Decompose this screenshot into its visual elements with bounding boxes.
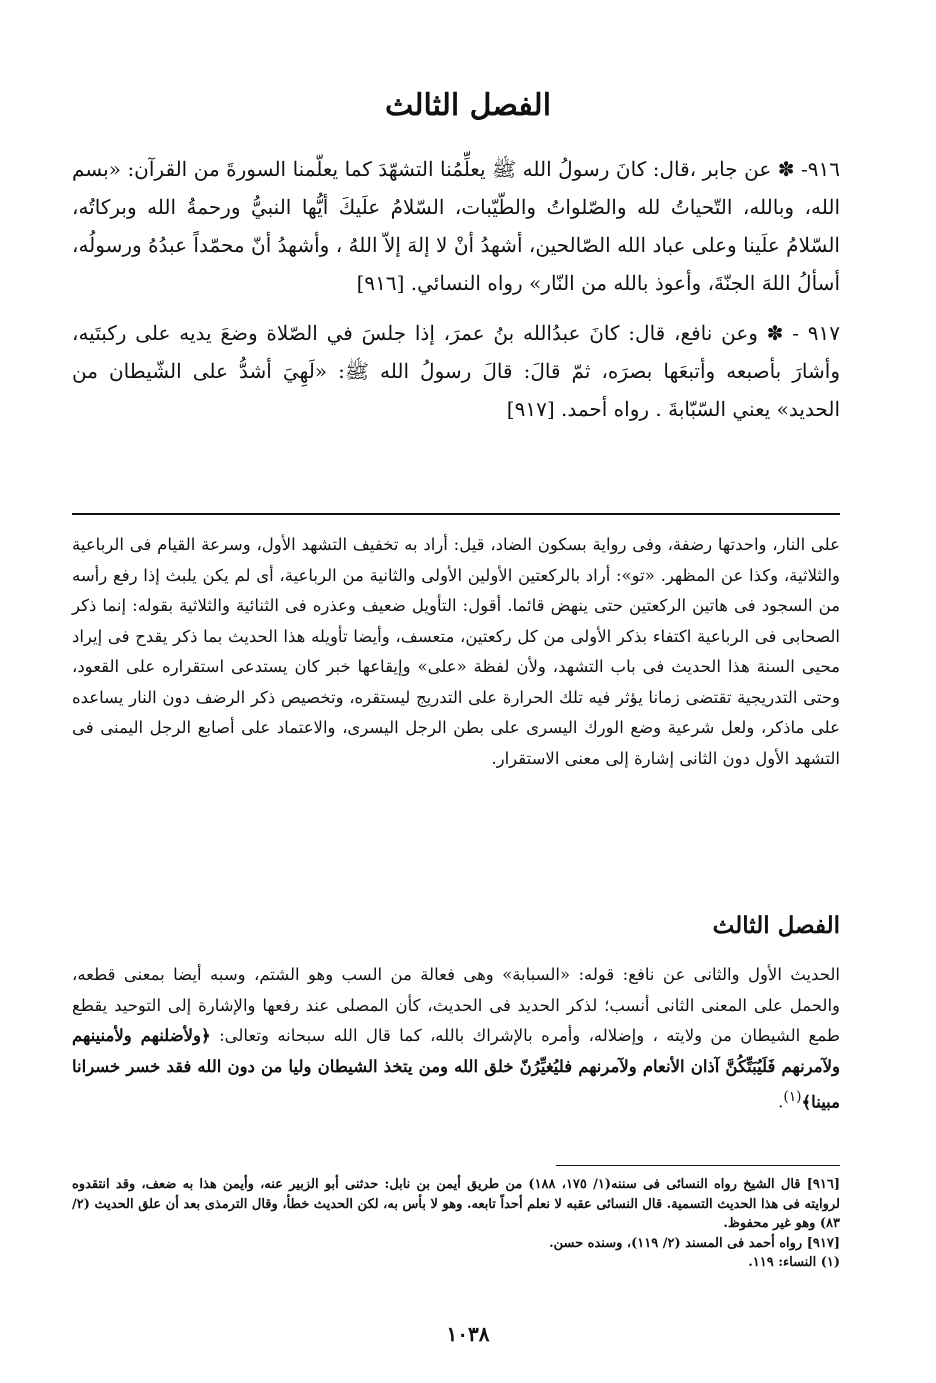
commentary-paragraph-2: الحديث الأول والثانى عن نافع: قوله: «السبابة» وهى فعالة من السب وهو الشتم، وسبه أيضا بمعنى قطعه، والحمل على المعنى الثانى أنسب؛ لذكر الحديد فى الحديث، كأن المصلى عند رفعها والإشارة إلى التوحيد يقطع طمع الشيطان من ولايته ، وإضلاله، وأمره بالإشراك بالله، كما قال الله سبحانه وتعالى: ﴿ولأضلنهم ولأمنينهم ولآمرنهم فَلَيُبَتِّكُنَّ آذان الأنعام ولآمرنهم فليُغيِّرُنّ خلق الله ومن يتخذ الشيطان وليا من دون الله فقد خسر خسرانا مبينا﴾$^{(١)}$. bbox=[72, 965, 841, 1112]
section-divider bbox=[72, 513, 840, 515]
page-number: ١٠٣٨ bbox=[446, 1322, 490, 1346]
footnote-1: (١) النساء: ١١٩. bbox=[748, 1255, 840, 1270]
commentary-block-1 bbox=[72, 530, 840, 774]
section-heading: الفصل الثالث bbox=[712, 912, 840, 939]
commentary-text: الحديث الأول والثانى عن نافع: قوله: «السبابة» وهى فعالة من السب وهو الشتم، وسبه أيضا بمعنى قطعه، والحمل على المعنى الثانى أنسب؛ لذكر الحديد فى الحديث، كأن المصلى عند رفعها والإشارة إلى التوحيد يقطع طمع الشيطان من ولايته ، وإضلاله، وأمره بالإشراك بالله، كما قال الله سبحانه وتعالى: bbox=[72, 965, 841, 1045]
footnote-divider bbox=[556, 1165, 840, 1166]
footnotes bbox=[72, 1175, 840, 1273]
commentary-paragraph: على النار، واحدتها رضفة، وفى رواية بسكون الضاد، قيل: أراد به تخفيف التشهد الأول، وسرعة القيام فى الرباعية والثلاثية، وكذا عن المظهر. «تو»: أراد بالركعتين الأولين الأولى والثانية من الرباعية، أى لم يكن يلبث إذا رفع رأسه من السجود فى هاتين الركعتين حتى ينهض قائما. أقول: التأويل ضعيف وعذره فى الثنائية والثلاثية بقوله: إنما ذكر الصحابى فى الرباعية اكتفاء بذكر الأولى من كل ركعتين، متعسف، وأيضا تأويله هذا الحديث بما ذكر يقدح فى إيراد محيى السنة هذا الحديث فى باب التشهد، ولأن لفظة «على» وإيقاعها خبر كان يستدعى استقراره على القعود، وحتى التدريجية تقتضى زمانا يؤثر فيه تلك الحرارة على التدريج ليستقره، وتخصيص ذكر الرضف دون النار يساعده على ماذكر، ولعل شرعية وضع الورك اليسرى على بطن الرجل اليسرى، والاعتماد على أصابع الرجل اليمنى فى التشهد الأول دون الثانى إشارة إلى معنى الاستقرار. bbox=[72, 535, 840, 768]
footnote-916: [٩١٦] قال الشيخ رواه النسائى فى سننه(١/ ١٧٥، ١٨٨) من طريق أيمن بن نابل: حدثنى أبو الزبير عنه، وأيمن هذا به ضعف، وقد انتقدوه لروايته فى هذا الحديث التسمية. قال النسائى عقبه لا نعلم أحداً تابعه. وهو لا بأس به، لكن الحديث خطأ، وقال الترمذى بعد أن علق الحديث (٢/ ٨٣) وهو غير محفوظ. bbox=[72, 1177, 840, 1231]
page-title: الفصل الثالث bbox=[384, 88, 552, 123]
hadith-917: ٩١٧ - ✽ وعن نافع، قال: كانَ عبدُالله بنُ عمرَ، إذا جلسَ في الصّلاة وضعَ يديه على ركبتَيه، وأشارَ بأصبعه وأتبعَها بصرَه، ثمّ قالَ: قالَ رسولُ الله ﷺ: «لَهِيَ أشدُّ على الشّيطان من الحديد» يعني السّبّابةَ . رواه أحمد. [٩١٧] bbox=[72, 321, 840, 421]
hadith-section bbox=[72, 150, 840, 428]
footnote-ref: (١) bbox=[783, 1089, 802, 1105]
footnote-917: [٩١٧] رواه أحمد فى المسند (٢/ ١١٩)، وسنده حسن. bbox=[549, 1235, 840, 1251]
quran-quote: ﴿ولأضلنهم ولأمنينهم ولآمرنهم فَلَيُبَتِّكُنَّ آذان الأنعام ولآمرنهم فليُغيِّرُنّ خلق الله ومن يتخذ الشيطان وليا من دون الله فقد خسر خسرانا مبينا﴾ bbox=[72, 1026, 840, 1112]
hadith-916: ٩١٦- ✽ عن جابر ،قال: كانَ رسولُ الله ﷺ يعلِّمُنا التشهّدَ كما يعلّمنا السورةَ من القرآن: «بسم الله، وبالله، التّحياتُ لله والصّلواتُ والطّيّبات، السّلامُ علَيكَ أيُّها النبيُّ ورحمةُ الله وبركاتُه، السّلامُ علَينا وعلى عباد الله الصّالحين، أشهدُ أنْ لا إلهَ إلاّ اللهُ ، وأشهدُ أنّ محمّداً عبدُهُ ورسولُه، أسألُ اللهَ الجنّةَ، وأعوذ بالله من النّار» رواه النسائي. [٩١٦] bbox=[72, 157, 840, 295]
commentary-block-2 bbox=[72, 960, 840, 1118]
